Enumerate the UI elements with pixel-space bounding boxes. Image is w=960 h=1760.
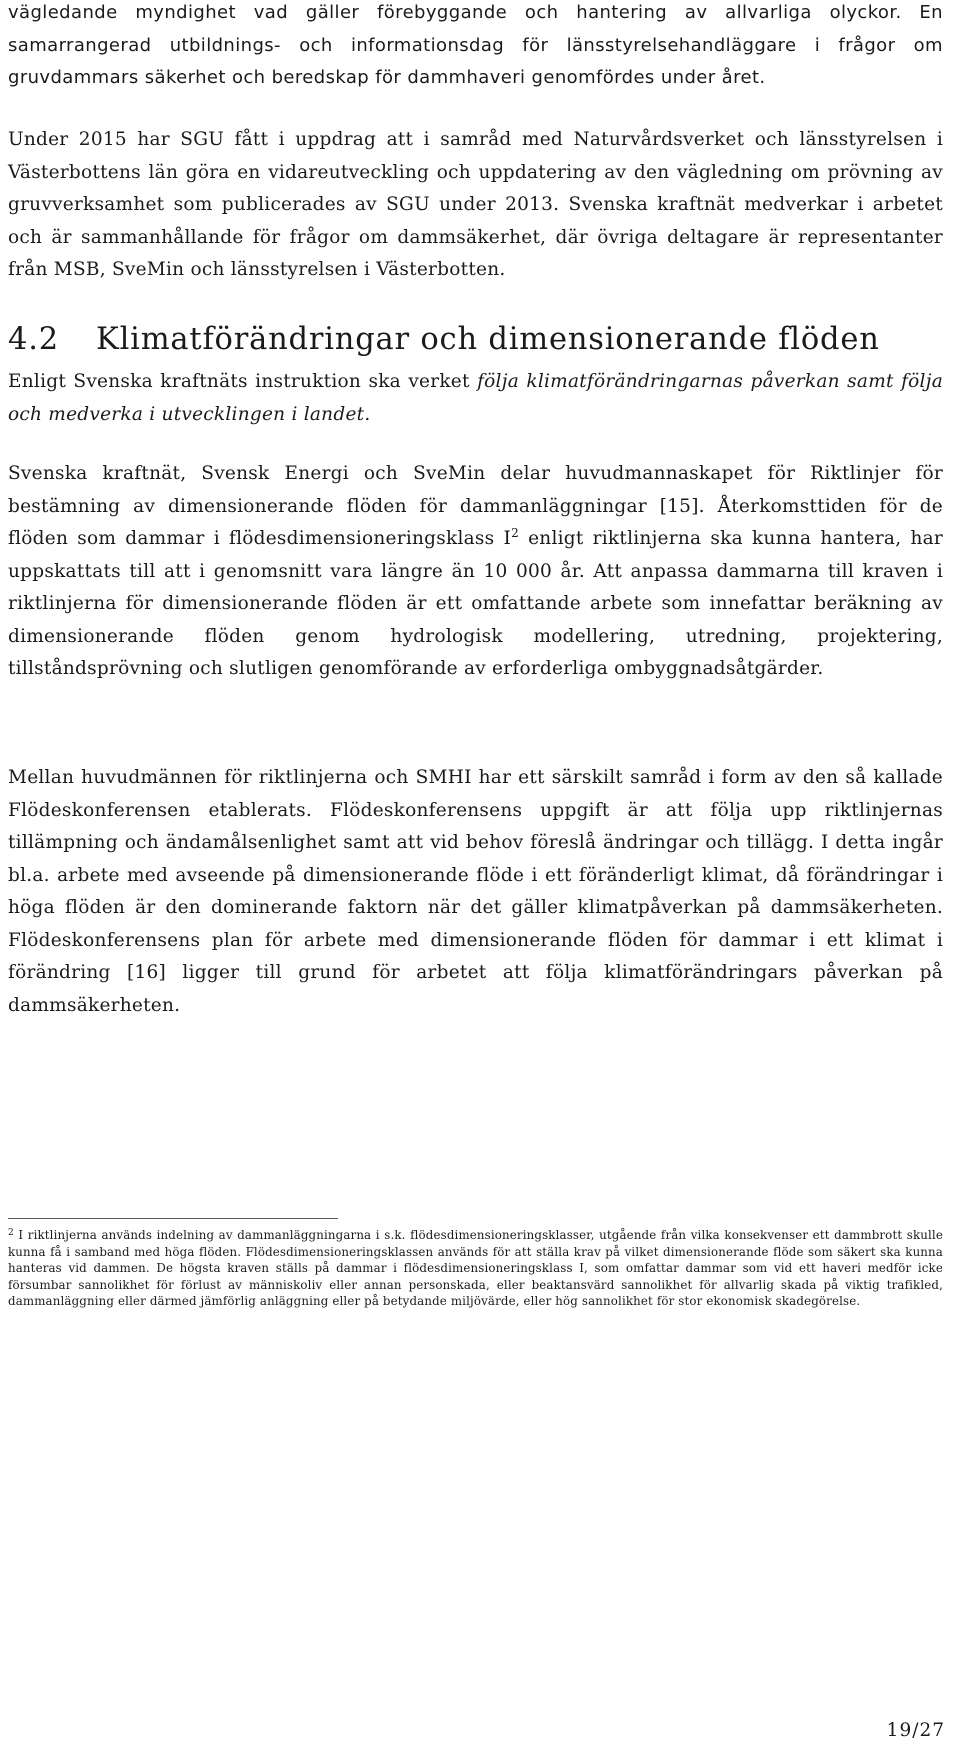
instruction-paragraph (8, 366, 943, 431)
footnote-marker: 2 (8, 1228, 14, 1238)
guidelines-paragraph (8, 458, 943, 686)
flood-conference-paragraph: Mellan huvudmännen för riktlinjerna och SMHI har ett särskilt samråd i form av den så kallade Flödeskonferensen etablerats. Flödeskonferensens uppgift är att följa upp riktlinjernas tillämpning och ändamålsenlighet samt att vid behov föreslå ändringar och tillägg. I detta ingår bl.a. arbete med avseende på dimensionerande flöde i ett föränderligt klimat, då förändringar i höga flöden är den dominerande faktorn när det gäller klimatpåverkan på dammsäkerheten. Flödeskonferensens plan för arbete med dimensionerande flöden för dammar i ett klimat i förändring [16] ligger till grund för arbetet att följa klimatförändringars påverkan på dammsäkerheten. (8, 767, 943, 1016)
section-heading (8, 318, 943, 362)
section-title: Klimatförändringar och dimensionerande flöden (96, 322, 880, 357)
guidelines-text-end: enligt riktlinjerna ska kunna hantera, har uppskattats till att i genomsnitt vara längre än 10 000 år. Att anpassa dammarna till kraven i riktlinjerna för dimensionerande flöden är ett omfattande arbete som innefattar beräkning av dimensionerande flöden genom hydrologisk modellering, utredning, projektering, tillståndsprövning och slutligen genomförande av erforderliga ombyggnadsåtgärder. (8, 528, 943, 679)
guidelines-text-start: Svenska kraftnät, Svensk Energi och SveMin delar huvudmannaskapet för Riktlinjer för bestämning av dimensionerande flöden för dammanläggningar [15]. Återkomsttiden för de flöden som dammar i flödesdimensioneringsklass I (8, 463, 943, 549)
sgu-assignment-paragraph: Under 2015 har SGU fått i uppdrag att i samråd med Naturvårdsverket och länsstyrelsen i Västerbottens län göra en vidareutveckling och uppdatering av den vägledning om prövning av gruvverksamhet som publicerades av SGU under 2013. Svenska kraftnät medverkar i arbetet och är sammanhållande för frågor om dammsäkerhet, där övriga deltagare är representanter från MSB, SveMin och länsstyrelsen i Västerbotten. (8, 129, 943, 280)
footnote-reference[interactable]: 2 (511, 526, 519, 540)
instruction-quote: följa klimatförändringarnas påverkan samt följa och medverka i utvecklingen i landet. (8, 371, 943, 425)
page-number: 19/27 (886, 1720, 945, 1741)
footnote (8, 1227, 943, 1310)
footnote-text: I riktlinjerna används indelning av dammanläggningarna i s.k. flödesdimensioneringsklasser, utgående från vilka konsekvenser ett dammbrott skulle kunna få i samband med höga flöden. Flödesdimensioneringsklassen används för att ställa krav på vilket dimensionerande flöde som säkert ska kunna hanteras vid dammen. De högsta kraven ställs på dammar i flödesdimensioneringsklass I, som omfattar dammar som vid ett haveri medför icke försumbar sannolikhet för förlust av människoliv eller annan personskada, eller beaktansvärd sannolikhet för allvarlig skada på viktig trafikled, dammanläggning eller därmed jämförlig anläggning eller på betydande miljövärde, eller hög sannolikhet för stor ekonomisk skadegörelse. (8, 1228, 943, 1308)
footnote-divider (8, 1218, 338, 1219)
instruction-text: Enligt Svenska kraftnäts instruktion ska verket (8, 371, 478, 392)
section-number: 4.2 (8, 322, 59, 357)
intro-paragraph: vägledande myndighet vad gäller förebyggande och hantering av allvarliga olyckor. En samarrangerad utbildnings- och informationsdag för länsstyrelsehandläggare i frågor om gruvdammars säkerhet och beredskap för dammhaveri genomfördes under året. (8, 2, 943, 88)
